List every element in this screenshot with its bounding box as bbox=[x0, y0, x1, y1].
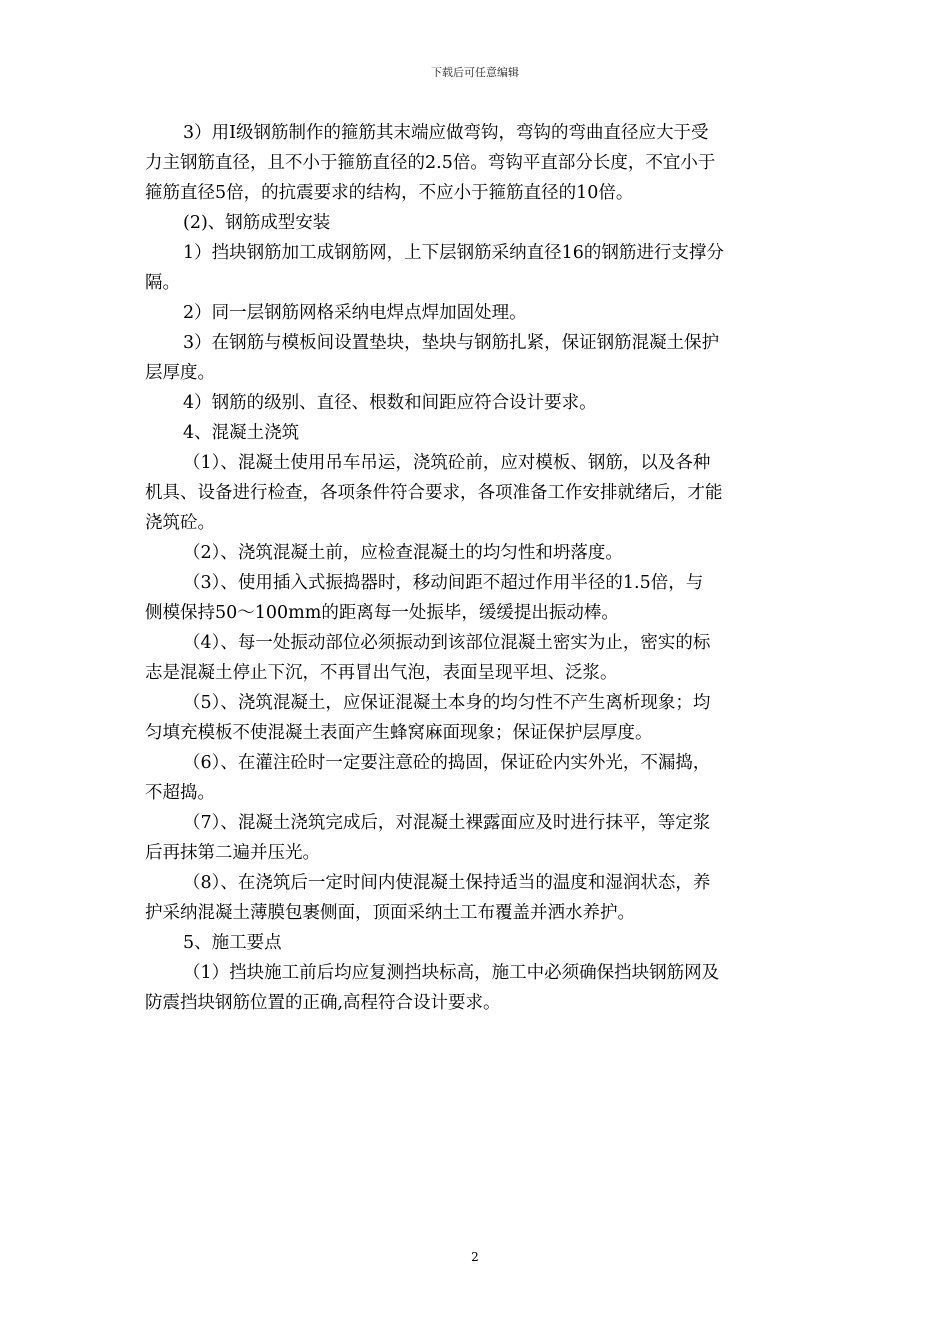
paragraph-line: 3）在钢筋与模板间设置垫块，垫块与钢筋扎紧，保证钢筋混凝土保护 bbox=[183, 333, 720, 353]
paragraph-line: 2）同一层钢筋网格采纳电焊点焊加固处理。 bbox=[183, 303, 527, 323]
paragraph-spacer-blocks bbox=[145, 328, 805, 388]
paragraph-line: 护采纳混凝土薄膜包裹侧面，顶面采纳土工布覆盖并洒水养护。 bbox=[145, 903, 635, 923]
paragraph-line: 层厚度。 bbox=[145, 363, 215, 383]
paragraph-line: 机具、设备进行检查，各项条件符合要求，各项准备工作安排就绪后，才能 bbox=[145, 483, 723, 503]
paragraph-line: （2）、浇筑混凝土前，应检查混凝土的均匀性和坍落度。 bbox=[183, 543, 623, 563]
paragraph-tamping bbox=[145, 748, 805, 808]
paragraph-line: 5、施工要点 bbox=[183, 933, 282, 953]
page-number: 2 bbox=[471, 1250, 479, 1264]
paragraph-line: （8）、在浇筑后一定时间内使混凝土保持适当的温度和湿润状态，养 bbox=[183, 873, 711, 893]
paragraph-line: （4）、每一处振动部位必须振动到该部位混凝土密实为止，密实的标 bbox=[183, 633, 711, 653]
paragraph-line: 箍筋直径5倍，的抗震要求的结构，不应小于箍筋直径的10倍。 bbox=[145, 183, 634, 203]
paragraph-line: 匀填充模板不使混凝土表面产生蜂窝麻面现象；保证保护层厚度。 bbox=[145, 723, 653, 743]
paragraph-rebar-mesh bbox=[145, 238, 805, 298]
paragraph-line: （3）、使用插入式振捣器时，移动间距不超过作用半径的1.5倍，与 bbox=[183, 573, 704, 593]
paragraph-elevation-check bbox=[145, 958, 805, 1018]
paragraph-spot-welding bbox=[145, 298, 805, 328]
paragraph-line: 浇筑砼。 bbox=[145, 513, 215, 533]
paragraph-line: (2)、钢筋成型安装 bbox=[183, 213, 331, 233]
paragraph-line: （1）、混凝土使用吊车吊运，浇筑砼前，应对模板、钢筋，以及各种 bbox=[183, 453, 711, 473]
paragraph-uniformity bbox=[145, 688, 805, 748]
paragraph-line: 1）挡块钢筋加工成钢筋网，上下层钢筋采纳直径16的钢筋进行支撑分 bbox=[183, 243, 724, 263]
paragraph-line: 志是混凝土停止下沉，不再冒出气泡，表面呈现平坦、泛浆。 bbox=[145, 663, 618, 683]
paragraph-vibrator bbox=[145, 568, 805, 628]
paragraph-finishing bbox=[145, 808, 805, 868]
paragraph-crane-transport bbox=[145, 448, 805, 538]
paragraph-line: 3）用Ⅰ级钢筋制作的箍筋其末端应做弯钩，弯钩的弯曲直径应大于受 bbox=[183, 123, 709, 143]
paragraph-line: 4、混凝土浇筑 bbox=[183, 423, 300, 443]
paragraph-curing bbox=[145, 868, 805, 928]
paragraph-line: （1）挡块施工前后均应复测挡块标高，施工中必须确保挡块钢筋网及 bbox=[183, 963, 720, 983]
paragraph-line: 后再抹第二遍并压光。 bbox=[145, 843, 320, 863]
paragraph-vibration-complete bbox=[145, 628, 805, 688]
paragraph-line: 4）钢筋的级别、直径、根数和间距应符合设计要求。 bbox=[183, 393, 597, 413]
paragraph-line: 力主钢筋直径，且不小于箍筋直径的2.5倍。弯钩平直部分长度，不宜小于 bbox=[145, 153, 716, 173]
paragraph-line: 隔。 bbox=[145, 273, 180, 293]
paragraph-line: 侧模保持50～100mm的距离每一处振毕，缓缓提出振动棒。 bbox=[145, 603, 619, 623]
paragraph-slump-check bbox=[145, 538, 805, 568]
paragraph-rebar-spec bbox=[145, 388, 805, 418]
section-heading-concrete-pouring bbox=[145, 418, 805, 448]
document-body bbox=[145, 118, 805, 1018]
paragraph-line: 不超捣。 bbox=[145, 783, 215, 803]
paragraph-line: （7）、混凝土浇筑完成后，对混凝土裸露面应及时进行抹平，等定浆 bbox=[183, 813, 711, 833]
page-header: 下载后可任意编辑 bbox=[431, 66, 519, 79]
paragraph-line: （5）、浇筑混凝土，应保证混凝土本身的均匀性不产生离析现象；均 bbox=[183, 693, 711, 713]
section-heading-construction-points bbox=[145, 928, 805, 958]
paragraph-line: （6）、在灌注砼时一定要注意砼的捣固，保证砼内实外光，不漏捣， bbox=[183, 753, 711, 773]
section-heading-rebar-install bbox=[145, 208, 805, 238]
paragraph-line: 防震挡块钢筋位置的正确,高程符合设计要求。 bbox=[145, 993, 501, 1013]
paragraph-stirrup-hook bbox=[145, 118, 805, 208]
